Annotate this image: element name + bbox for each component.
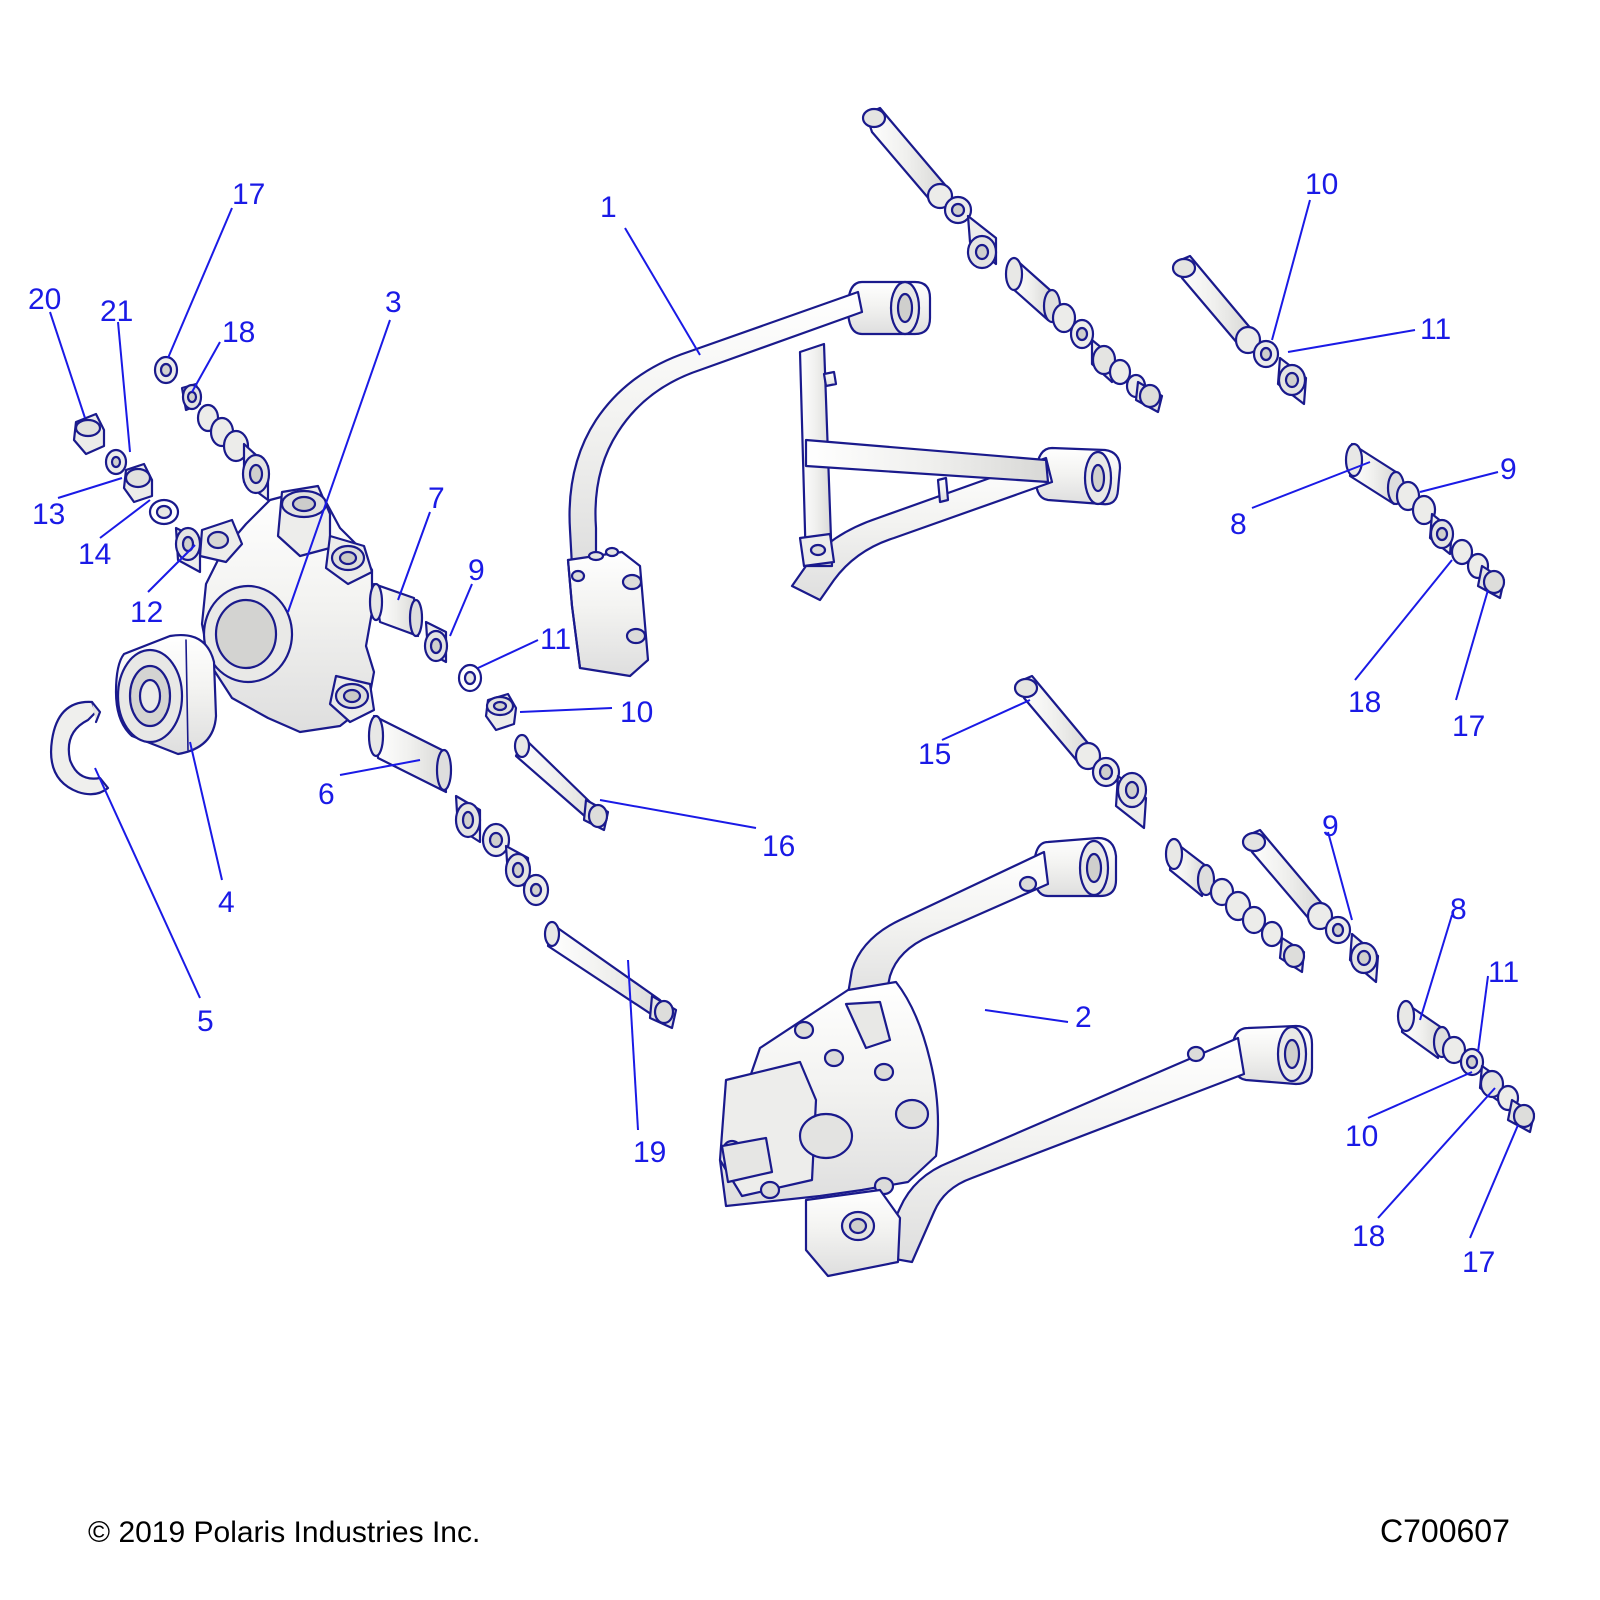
part-7-pivot-shaft	[370, 584, 516, 730]
callout-leader-18c	[1378, 1088, 1495, 1218]
callout-label-10b: 10	[1305, 168, 1339, 201]
callout-leader-7	[398, 512, 430, 600]
callout-label-7: 7	[428, 482, 445, 515]
copyright-notice: © 2019 Polaris Industries Inc.	[88, 1516, 481, 1549]
callout-leader-1	[625, 228, 700, 355]
callout-label-20: 20	[28, 283, 62, 316]
callout-leader-2	[985, 1010, 1068, 1022]
callout-label-11b: 11	[1420, 313, 1452, 346]
callout-leader-18b	[1355, 560, 1452, 680]
callout-label-4: 4	[218, 886, 235, 919]
callout-label-8: 8	[1230, 508, 1247, 541]
callout-leader-13	[58, 478, 122, 498]
part-lower-right-bolt	[1243, 830, 1378, 982]
callout-label-8b: 8	[1450, 893, 1467, 926]
callout-label-12: 12	[130, 596, 164, 629]
callout-label-15: 15	[918, 738, 952, 771]
callout-label-21: 21	[100, 295, 134, 328]
callout-label-10: 10	[620, 696, 654, 729]
callout-leader-8	[1252, 462, 1370, 508]
callout-leader-21	[118, 322, 130, 452]
callout-label-13: 13	[32, 498, 66, 531]
drawing-number: C700607	[1380, 1513, 1510, 1549]
callout-label-5: 5	[197, 1005, 214, 1038]
callout-leader-4	[190, 742, 222, 880]
callout-label-9b: 9	[1500, 453, 1517, 486]
callout-leader-20	[50, 312, 85, 418]
callout-label-17: 17	[232, 178, 266, 211]
callout-label-11: 11	[540, 623, 572, 656]
callout-label-14: 14	[78, 538, 112, 571]
callout-label-3: 3	[385, 286, 402, 319]
callout-leader-5	[95, 768, 200, 998]
callout-label-17c: 17	[1462, 1246, 1496, 1279]
callout-label-17b: 17	[1452, 710, 1486, 743]
part-right-stack-mid	[1346, 444, 1504, 598]
part-4-wheel-bearing	[116, 635, 216, 754]
callout-leader-10b	[1272, 200, 1310, 340]
part-3-knuckle-carrier	[200, 486, 374, 732]
part-1-upper-control-arm	[568, 282, 1120, 676]
callout-leader-18	[192, 342, 220, 392]
callout-label-18b: 18	[1348, 686, 1382, 719]
callout-label-9: 9	[468, 554, 485, 587]
part-lower-right-stack	[1398, 1001, 1534, 1132]
callout-label-11c: 11	[1488, 956, 1520, 989]
callout-leader-11c	[1478, 976, 1488, 1052]
callout-label-18: 18	[222, 316, 256, 349]
callout-leader-12	[148, 545, 195, 592]
callout-leader-17b	[1456, 590, 1488, 700]
callout-leader-11b	[1288, 330, 1415, 352]
callout-label-9c: 9	[1322, 810, 1339, 843]
callout-leader-16	[600, 800, 756, 828]
part-16-bolt	[515, 735, 608, 830]
callout-leader-15	[942, 700, 1030, 740]
part-5-snap-ring	[51, 702, 108, 794]
callout-leader-9c	[1328, 832, 1352, 920]
callout-label-18c: 18	[1352, 1220, 1386, 1253]
callout-label-1: 1	[600, 191, 617, 224]
part-15-bolt-stack	[1015, 676, 1304, 972]
callout-leader-17c	[1470, 1125, 1518, 1238]
callout-leader-14	[100, 500, 150, 538]
callout-leader-10	[520, 708, 612, 712]
callout-label-10c: 10	[1345, 1120, 1379, 1153]
callout-label-19: 19	[633, 1136, 667, 1169]
callout-leader-9b	[1420, 472, 1498, 492]
callout-leader-11	[478, 640, 538, 668]
part-upper-bolt-stack-top	[863, 108, 1162, 412]
callout-label-6: 6	[318, 778, 335, 811]
callout-leader-8b	[1420, 915, 1452, 1020]
part-right-bolt-upper	[1173, 256, 1306, 404]
callout-leader-10c	[1368, 1072, 1472, 1118]
callout-leader-9	[450, 584, 472, 636]
callout-label-16: 16	[762, 830, 796, 863]
callout-label-2: 2	[1075, 1001, 1092, 1034]
